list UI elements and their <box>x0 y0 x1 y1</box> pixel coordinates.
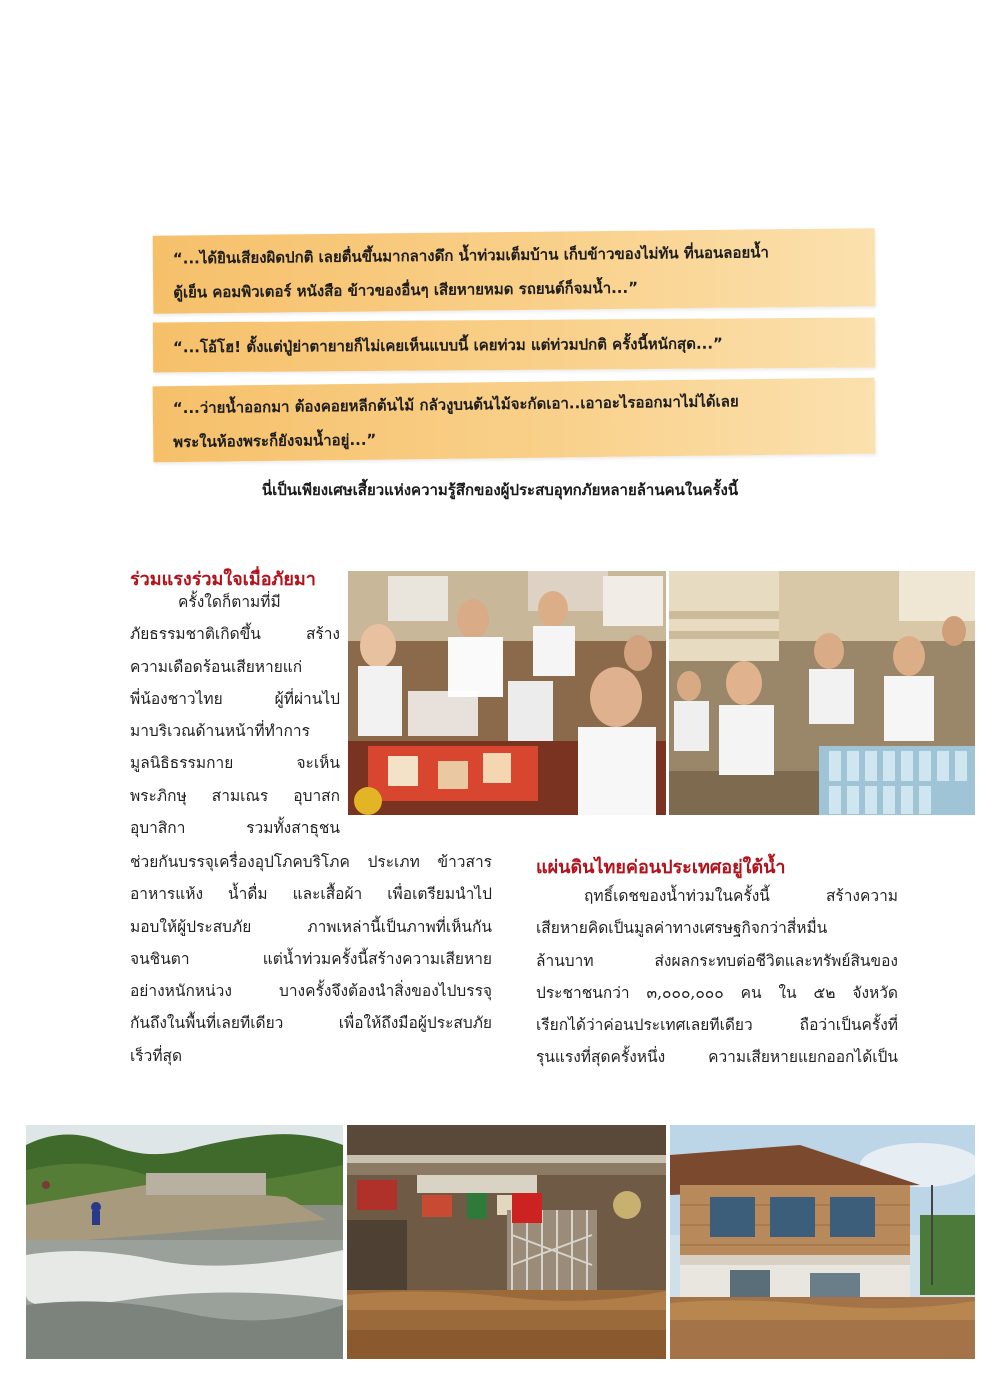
paragraph-line: ภัยธรรมชาติเกิดขึ้น สร้าง <box>130 625 340 644</box>
paragraph-line: รุนแรงที่สุดครั้งหนึ่ง ความเสียหายแยกออกได้เป็น <box>536 1048 898 1067</box>
quote-1-line-2: ตู้เย็น คอมพิวเตอร์ หนังสือ ข้าวของอื่นๆ เสียหายหมด รถยนต์ก็จมน้ำ...” <box>173 278 639 302</box>
photo-flooded-shophouse <box>347 1125 666 1359</box>
quote-2-line-1: “...โอ้โฮ! ตั้งแต่ปู่ย่าตายายก็ไม่เคยเห็นแบบนี้ เคยท่วม แต่ท่วมปกติ ครั้งนี้หนักสุด...” <box>172 334 723 357</box>
quote-box-3 <box>153 378 876 463</box>
quote-3-line-2: พระในห้องพระก็ยังจมน้ำอยู่...” <box>173 430 377 452</box>
paragraph-line: มาบริเวณด้านหน้าที่ทำการ <box>130 722 310 741</box>
quote-3-line-1: “...ว่ายน้ำออกมา ต้องคอยหลีกต้นไม้ กลัวงูบนต้นไม้จะกัดเอา..เอาอะไรออกมาไม่ได้เลย <box>172 392 739 418</box>
section-1-paragraph-wide <box>130 846 492 1072</box>
paragraph-line: ฤทธิ์เดชของน้ำท่วมในครั้งนี้ สร้างความ <box>584 887 898 905</box>
paragraph-line: เสียหายคิดเป็นมูลค่าทางเศรษฐกิจกว่าสี่หมื่น <box>536 919 828 938</box>
photo-volunteers-water-bottles <box>669 571 975 815</box>
quotes-caption: นี่เป็นเพียงเศษเสี้ยวแห่งความรู้สึกของผู้ประสบอุทกภัยหลายล้านคนในครั้งนี้ <box>261 481 739 499</box>
section-1-heading: ร่วมแรงร่วมใจเมื่อภัยมา <box>130 569 316 590</box>
paragraph-line: ความเดือดร้อนเสียหายแก่ <box>130 657 303 676</box>
paragraph-line: พระภิกษุ สามเณร อุบาสก <box>130 786 340 805</box>
paragraph-line: ประชาชนกว่า ๓,๐๐๐,๐๐๐ คน ใน ๕๒ จังหวัด <box>536 983 898 1002</box>
paragraph-line: ครั้งใดก็ตามที่มี <box>178 593 281 611</box>
paragraph-line: มอบให้ผู้ประสบภัย ภาพเหล่านี้เป็นภาพที่เห็นกัน <box>130 917 492 936</box>
photo-volunteers-packing-supplies <box>348 571 666 815</box>
photo-flood-rapids <box>26 1125 343 1359</box>
quote-box-1 <box>153 228 876 314</box>
section-2-paragraph <box>536 880 898 1074</box>
paragraph-line: พี่น้องชาวไทย ผู้ที่ผ่านไป <box>130 689 340 708</box>
paragraph-line: มูลนิธิธรรมกาย จะเห็น <box>130 754 340 773</box>
photo-flooded-house <box>670 1125 975 1359</box>
paragraph-line: กันถึงในพื้นที่เลยทีเดียว เพื่อให้ถึงมือผู้ประสบภัย <box>130 1014 492 1033</box>
quote-1-line-1: “...ได้ยินเสียงผิดปกติ เลยตื่นขึ้นมากลางดึก น้ำท่วมเต็มบ้าน เก็บข้าวของไม่ทัน ที่นอนลอยน้ำ <box>172 243 770 268</box>
quote-box-2 <box>153 317 875 372</box>
section-1-paragraph-narrow <box>130 586 340 844</box>
paragraph-line: ล้านบาท ส่งผลกระทบต่อชีวิตและทรัพย์สินของ <box>536 951 898 970</box>
paragraph-line: อุบาสิกา รวมทั้งสาธุชน <box>130 819 340 838</box>
paragraph-line: จนชินตา แต่น้ำท่วมครั้งนี้สร้างความเสียหาย <box>130 949 492 968</box>
paragraph-line: เรียกได้ว่าค่อนประเทศเลยทีเดียว ถือว่าเป็นครั้งที่ <box>536 1016 898 1035</box>
paragraph-line: อาหารแห้ง น้ำดื่ม และเสื้อผ้า เพื่อเตรียมนำไป <box>130 885 492 904</box>
section-2-heading: แผ่นดินไทยค่อนประเทศอยู่ใต้น้ำ <box>536 857 786 878</box>
paragraph-line: อย่างหนักหน่วง บางครั้งจึงต้องนำสิ่งของไปบรรจุ <box>130 982 492 1001</box>
paragraph-line: เร็วที่สุด <box>130 1046 183 1065</box>
paragraph-line: ช่วยกันบรรจุเครื่องอุปโภคบริโภค ประเภท ข้าวสาร <box>130 853 492 871</box>
